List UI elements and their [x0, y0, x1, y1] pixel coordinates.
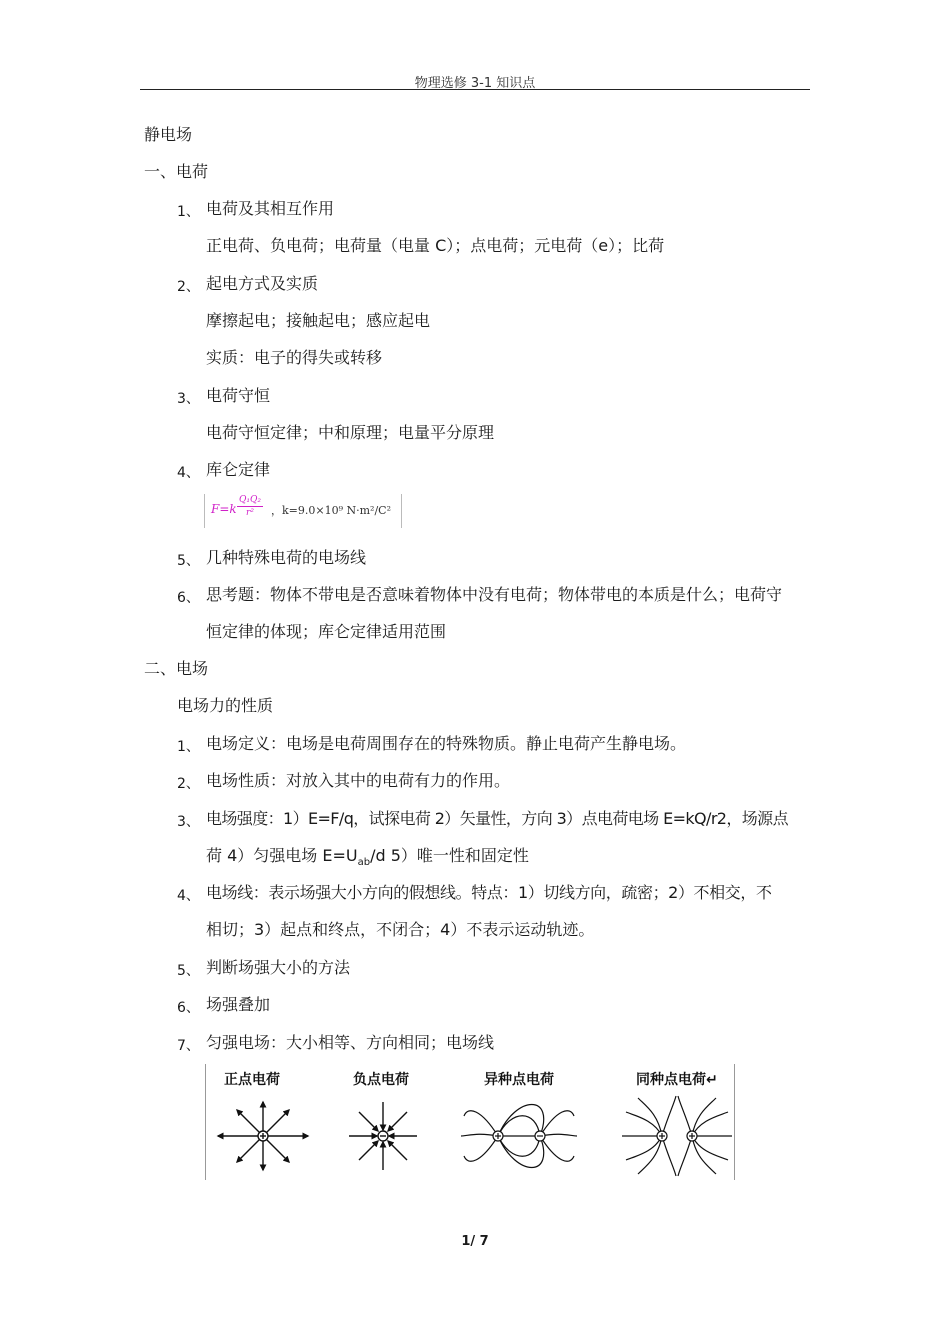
item-number: 7、 — [177, 1038, 200, 1054]
figure-label-opposite: 异种点电荷 — [484, 1072, 554, 1088]
item-text: 电场定义：电场是电荷周围存在的特殊物质。静止电荷产生静电场。 — [206, 734, 687, 753]
item-number: 6、 — [177, 590, 200, 606]
item-detail: 实质：电子的得失或转移 — [206, 348, 383, 367]
subsection-heading: 电场力的性质 — [177, 696, 274, 715]
item-detail: 正电荷、负电荷；电荷量（电量 C）；点电荷；元电荷（e）；比荷 — [206, 236, 665, 255]
formula-fraction — [237, 495, 263, 518]
item-number: 5、 — [177, 963, 200, 979]
formula-numerator: Q₁Q₂ — [239, 495, 261, 505]
item-number: 5、 — [177, 553, 200, 569]
item-text: 判断场强大小的方法 — [206, 958, 351, 977]
item-text: 电荷守恒 — [206, 386, 271, 405]
item-text: 电场强度：1）E=F/q，试探电荷 2）矢量性，方向 3）点电荷电场 E=kQ/r2，场源点 — [206, 809, 788, 828]
coulomb-formula-image — [204, 494, 402, 528]
negative-charge-diagram — [349, 1102, 417, 1170]
item-text: 起电方式及实质 — [206, 274, 319, 293]
item-detail: 摩擦起电；接触起电；感应起电 — [206, 311, 431, 330]
item-number: 6、 — [177, 1000, 200, 1016]
item-detail: 电荷守恒定律；中和原理；电量平分原理 — [206, 423, 495, 442]
item-text: 电场性质：对放入其中的电荷有力的作用。 — [206, 771, 511, 790]
header-rule — [140, 89, 810, 90]
formula-constant: ，k=9.0×10⁹ N·m²/C² — [271, 504, 391, 517]
item-text: 电荷及其相互作用 — [206, 199, 335, 218]
item-text-continued: 相切；3）起点和终点，不闭合；4）不表示运动轨迹。 — [206, 920, 595, 939]
item-number: 3、 — [177, 814, 200, 830]
item-number: 3、 — [177, 391, 200, 407]
item-text: 场强叠加 — [206, 995, 271, 1014]
formula-lhs: F=k — [211, 502, 237, 516]
section-heading-charge: 一、电荷 — [144, 162, 209, 181]
item-number: 2、 — [177, 279, 200, 295]
item-text: 思考题：物体不带电是否意味着物体中没有电荷；物体带电的本质是什么；电荷守 — [206, 585, 783, 604]
item-number: 4、 — [177, 465, 200, 481]
page-header: 物理选修 3-1 知识点 — [414, 76, 536, 91]
figure-label-positive: 正点电荷 — [224, 1072, 280, 1088]
doc-title: 静电场 — [144, 125, 193, 144]
item-number: 2、 — [177, 776, 200, 792]
positive-charge-diagram — [218, 1102, 308, 1170]
item-text-continued: 恒定律的体现；库仑定律适用范围 — [206, 622, 447, 641]
item-number: 1、 — [177, 204, 200, 220]
formula-denominator: r² — [246, 508, 254, 518]
section-heading-field: 二、电场 — [144, 659, 209, 678]
like-charges-diagram — [622, 1096, 732, 1176]
item-text: 匀强电场：大小相等、方向相同；电场线 — [206, 1033, 495, 1052]
page-number: 1/ 7 — [461, 1234, 489, 1249]
field-lines-drawing — [206, 1064, 734, 1180]
item-text: 电场线：表示场强大小方向的假想线。特点：1）切线方向，疏密；2）不相交，不 — [206, 883, 772, 902]
item-text-continued: 荷 4）匀强电场 $E=U_{ab}/d$ 5）唯一性和固定性 — [206, 846, 529, 869]
item-number: 4、 — [177, 888, 200, 904]
field-lines-figure — [205, 1064, 735, 1180]
item-text: 几种特殊电荷的电场线 — [206, 548, 367, 567]
figure-label-negative: 负点电荷 — [353, 1072, 409, 1088]
item-text: 库仑定律 — [206, 460, 271, 479]
opposite-charges-diagram — [461, 1105, 577, 1168]
figure-label-like: 同种点电荷↵ — [636, 1072, 718, 1088]
item-number: 1、 — [177, 739, 200, 755]
